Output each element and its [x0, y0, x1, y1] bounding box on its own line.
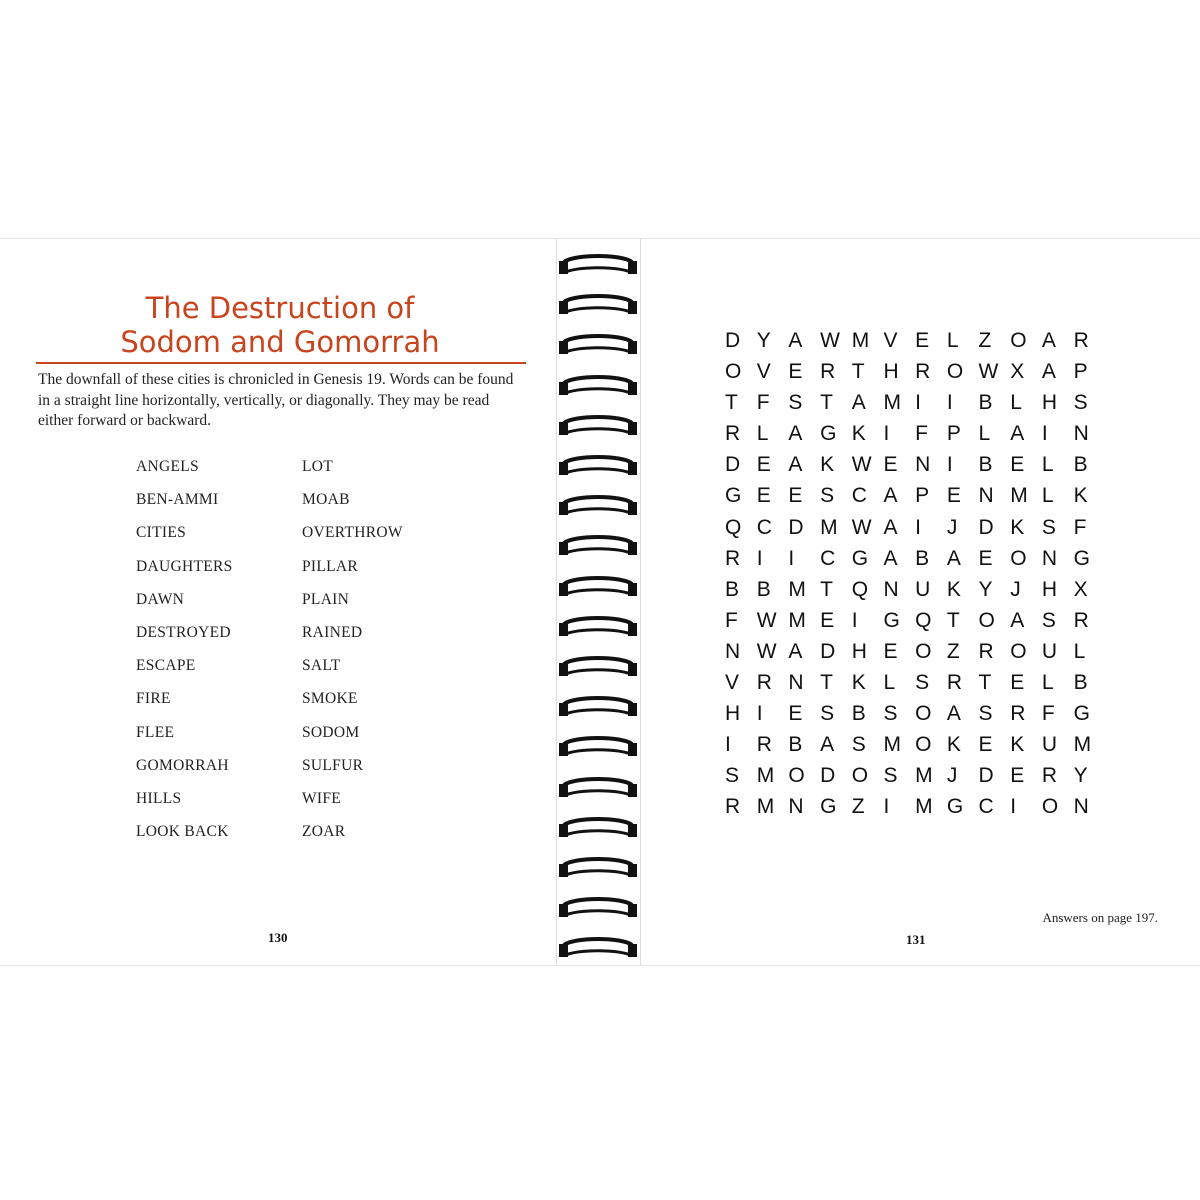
- grid-row: [725, 795, 1105, 826]
- spiral-coil: [556, 253, 640, 279]
- word-list-item: CITIES: [136, 524, 187, 542]
- grid-letter: O: [915, 702, 932, 726]
- grid-letter: A: [788, 453, 803, 477]
- word-list-item: PLAIN: [302, 590, 350, 608]
- grid-letter: G: [1073, 702, 1090, 726]
- grid-letter: V: [725, 671, 740, 695]
- grid-letter: L: [1041, 671, 1054, 695]
- grid-letter: G: [725, 484, 742, 508]
- grid-letter: I: [915, 391, 921, 415]
- grid-letter: B: [1073, 453, 1088, 477]
- grid-letter: S: [788, 391, 803, 415]
- grid-letter: G: [820, 422, 837, 446]
- grid-letter: G: [1073, 546, 1090, 570]
- grid-letter: R: [725, 546, 741, 570]
- grid-letter: W: [851, 515, 872, 539]
- grid-letter: L: [978, 422, 991, 446]
- grid-letter: M: [756, 764, 775, 788]
- grid-letter: O: [978, 608, 995, 632]
- book-spread: [0, 238, 1200, 966]
- grid-letter: R: [756, 671, 772, 695]
- grid-letter: O: [915, 733, 932, 757]
- spiral-coil: [556, 856, 640, 882]
- grid-row: [725, 516, 1105, 547]
- grid-letter: N: [883, 577, 899, 601]
- grid-letter: Z: [946, 639, 960, 663]
- grid-letter: H: [851, 639, 867, 663]
- spiral-coil: [556, 414, 640, 440]
- grid-letter: A: [788, 329, 803, 352]
- grid-letter: M: [820, 515, 838, 539]
- grid-row: [725, 733, 1105, 764]
- grid-letter: O: [788, 764, 805, 788]
- spiral-coil: [556, 575, 640, 601]
- page-number-left: 130: [268, 930, 288, 945]
- grid-letter: R: [820, 360, 836, 384]
- grid-letter: K: [1010, 515, 1025, 539]
- grid-letter: D: [820, 639, 836, 663]
- grid-letter: R: [915, 360, 931, 384]
- grid-letter: E: [1010, 671, 1025, 695]
- grid-letter: K: [1073, 484, 1088, 508]
- spiral-coil: [556, 816, 640, 842]
- grid-letter: H: [1041, 577, 1058, 601]
- grid-letter: X: [1010, 360, 1025, 384]
- grid-letter: D: [788, 515, 804, 539]
- grid-letter: E: [820, 608, 835, 632]
- grid-letter: A: [883, 515, 898, 539]
- grid-letter: Q: [915, 608, 932, 632]
- grid-row: [725, 484, 1105, 515]
- grid-letter: R: [1073, 608, 1089, 632]
- grid-letter: D: [820, 764, 836, 788]
- word-list-item: DESTROYED: [136, 623, 231, 641]
- grid-letter: L: [946, 329, 959, 352]
- word-list-item: MOAB: [302, 491, 350, 509]
- grid-row: [725, 391, 1105, 422]
- grid-letter: O: [725, 360, 742, 384]
- grid-letter: E: [1010, 453, 1025, 477]
- grid-letter: H: [883, 360, 899, 384]
- grid-letter: W: [820, 329, 840, 352]
- grid-row: [725, 453, 1105, 484]
- grid-letter: R: [1041, 764, 1058, 788]
- grid-letter: S: [851, 733, 866, 757]
- grid-letter: N: [1041, 546, 1058, 570]
- grid-letter: T: [820, 671, 833, 695]
- grid-letter: N: [1073, 795, 1089, 819]
- spiral-coil: [556, 534, 640, 560]
- word-list-item: ANGELS: [136, 458, 199, 475]
- grid-row: [725, 360, 1105, 391]
- spiral-binding: [556, 239, 640, 965]
- grid-letter: K: [820, 453, 835, 477]
- word-list-item: PILLAR: [302, 557, 359, 575]
- grid-letter: F: [1073, 515, 1087, 539]
- grid-letter: N: [1073, 422, 1089, 446]
- spiral-coil: [556, 695, 640, 721]
- grid-letter: A: [820, 733, 835, 757]
- grid-letter: B: [788, 733, 803, 757]
- grid-letter: B: [978, 453, 993, 477]
- word-list-item: BEN-AMMI: [136, 491, 219, 509]
- grid-letter: I: [946, 453, 953, 477]
- grid-letter: M: [756, 795, 775, 819]
- title-line-1: The Destruction of: [145, 291, 415, 325]
- word-list-item: HILLS: [136, 789, 182, 807]
- grid-letter: W: [756, 639, 777, 663]
- title-line-2: Sodom and Gomorrah: [120, 325, 440, 359]
- grid-letter: O: [1041, 795, 1059, 819]
- grid-letter: A: [883, 546, 898, 570]
- grid-letter: E: [978, 546, 993, 570]
- grid-letter: M: [1010, 484, 1028, 508]
- grid-letter: R: [725, 795, 741, 819]
- grid-letter: E: [1010, 764, 1025, 788]
- grid-letter: J: [1010, 577, 1021, 601]
- grid-row: [725, 609, 1105, 640]
- grid-letter: E: [915, 329, 930, 352]
- word-list-item: LOOK BACK: [136, 823, 229, 841]
- spiral-coil: [556, 735, 640, 761]
- grid-letter: D: [725, 453, 741, 477]
- grid-letter: A: [883, 484, 898, 508]
- grid-letter: G: [946, 795, 964, 819]
- grid-letter: L: [756, 422, 769, 446]
- grid-letter: D: [725, 329, 741, 352]
- page-number-right: 131: [906, 932, 926, 947]
- grid-letter: D: [978, 764, 994, 788]
- grid-letter: W: [756, 608, 777, 632]
- grid-letter: S: [978, 702, 993, 726]
- grid-letter: T: [725, 391, 738, 415]
- grid-letter: F: [756, 391, 770, 415]
- grid-letter: E: [756, 484, 771, 508]
- grid-letter: F: [725, 608, 738, 632]
- grid-row: [725, 547, 1105, 578]
- word-list-item: GOMORRAH: [136, 756, 229, 774]
- grid-letter: A: [788, 422, 803, 446]
- grid-letter: Z: [851, 795, 865, 819]
- grid-letter: M: [1073, 733, 1092, 757]
- grid-letter: R: [725, 422, 741, 446]
- grid-letter: S: [883, 764, 898, 788]
- grid-letter: S: [915, 671, 930, 695]
- grid-letter: S: [1073, 391, 1088, 415]
- grid-letter: L: [883, 671, 896, 695]
- grid-letter: J: [946, 764, 958, 788]
- grid-letter: E: [788, 702, 803, 726]
- grid-letter: M: [883, 733, 901, 757]
- word-list-item: SODOM: [302, 723, 360, 741]
- grid-letter: K: [851, 422, 866, 446]
- grid-letter: O: [1010, 329, 1027, 352]
- grid-letter: E: [788, 360, 803, 384]
- word-list-item: DAWN: [136, 590, 185, 608]
- grid-letter: E: [946, 484, 961, 508]
- grid-letter: M: [915, 764, 933, 788]
- grid-letter: I: [1041, 422, 1048, 446]
- grid-letter: N: [915, 453, 931, 477]
- grid-letter: T: [978, 671, 992, 695]
- grid-letter: S: [883, 702, 898, 726]
- grid-letter: F: [915, 422, 928, 446]
- grid-letter: M: [788, 608, 806, 632]
- grid-letter: C: [851, 484, 867, 508]
- grid-letter: S: [1041, 515, 1056, 539]
- word-list-item: LOT: [302, 458, 334, 475]
- grid-letter: E: [883, 639, 898, 663]
- grid-letter: J: [946, 515, 958, 539]
- grid-letter: W: [851, 453, 872, 477]
- grid-letter: N: [978, 484, 994, 508]
- grid-letter: K: [1010, 733, 1025, 757]
- grid-letter: O: [1010, 546, 1027, 570]
- grid-letter: V: [883, 329, 898, 352]
- grid-letter: I: [1010, 795, 1017, 819]
- grid-letter: A: [1010, 422, 1025, 446]
- grid-letter: U: [915, 577, 931, 601]
- word-list-item: FLEE: [136, 723, 175, 741]
- grid-letter: R: [1010, 702, 1026, 726]
- grid-letter: E: [788, 484, 803, 508]
- grid-letter: K: [946, 733, 961, 757]
- word-list-item: ESCAPE: [136, 657, 196, 675]
- grid-letter: G: [820, 795, 837, 819]
- grid-letter: B: [851, 702, 866, 726]
- word-list-item: SALT: [302, 657, 341, 675]
- grid-letter: M: [883, 391, 901, 415]
- grid-letter: B: [978, 391, 993, 415]
- word-list-column-1: [136, 457, 233, 855]
- grid-letter: G: [883, 608, 900, 632]
- grid-letter: M: [851, 329, 870, 352]
- grid-letter: M: [915, 795, 933, 819]
- grid-letter: A: [1041, 329, 1056, 352]
- grid-letter: G: [851, 546, 869, 570]
- grid-letter: Y: [1073, 764, 1088, 788]
- word-list-item: SMOKE: [302, 690, 358, 708]
- grid-letter: K: [946, 577, 961, 601]
- grid-letter: T: [820, 577, 833, 601]
- grid-letter: S: [820, 484, 835, 508]
- grid-letter: R: [1073, 329, 1089, 352]
- grid-letter: H: [1041, 391, 1058, 415]
- grid-letter: L: [1041, 484, 1054, 508]
- grid-letter: R: [978, 639, 994, 663]
- grid-letter: C: [820, 546, 836, 570]
- grid-letter: I: [756, 546, 763, 570]
- grid-letter: I: [851, 608, 858, 632]
- spiral-coil: [556, 896, 640, 922]
- grid-letter: B: [756, 577, 771, 601]
- grid-letter: W: [978, 360, 999, 384]
- spiral-coil: [556, 615, 640, 641]
- grid-letter: A: [788, 639, 803, 663]
- grid-letter: Q: [725, 515, 742, 539]
- grid-letter: O: [946, 360, 964, 384]
- grid-letter: U: [1041, 639, 1058, 663]
- grid-letter: A: [1041, 360, 1056, 384]
- word-list-item: ZOAR: [302, 823, 346, 841]
- grid-letter: M: [788, 577, 806, 601]
- spiral-coil: [556, 293, 640, 319]
- grid-letter: L: [1010, 391, 1022, 415]
- grid-letter: O: [915, 639, 932, 663]
- grid-letter: N: [788, 671, 804, 695]
- spiral-coil: [556, 374, 640, 400]
- word-list-item: DAUGHTERS: [136, 557, 233, 575]
- grid-letter: Z: [978, 329, 992, 352]
- answers-note: Answers on page 197.: [1042, 910, 1158, 925]
- grid-letter: U: [1041, 733, 1058, 757]
- grid-letter: R: [946, 671, 962, 695]
- grid-row: [725, 702, 1105, 733]
- word-list-item: OVERTHROW: [302, 524, 403, 542]
- grid-letter: R: [756, 733, 772, 757]
- grid-letter: F: [1041, 702, 1055, 726]
- spiral-coil: [556, 776, 640, 802]
- word-list-column-2: [302, 457, 403, 855]
- word-list-item: SULFUR: [302, 756, 364, 774]
- grid-letter: I: [725, 733, 731, 757]
- grid-letter: I: [883, 795, 890, 819]
- grid-letter: B: [915, 546, 930, 570]
- grid-letter: S: [725, 764, 740, 788]
- grid-letter: P: [1073, 360, 1088, 384]
- grid-letter: I: [788, 546, 795, 570]
- grid-letter: I: [946, 391, 953, 415]
- intro-text: The downfall of these cities is chronicled in Genesis 19. Words can be found in a straight line horizontally, vertically, or diagonally. They may be read either forward or backward.: [38, 371, 514, 429]
- grid-letter: I: [883, 422, 890, 446]
- grid-row: [725, 578, 1105, 609]
- grid-letter: C: [756, 515, 772, 539]
- grid-row: [725, 329, 1105, 360]
- grid-letter: N: [788, 795, 804, 819]
- grid-letter: P: [946, 422, 961, 446]
- spiral-coil: [556, 936, 640, 962]
- grid-letter: T: [946, 608, 960, 632]
- grid-letter: T: [820, 391, 833, 415]
- grid-row: [725, 764, 1105, 795]
- grid-letter: V: [756, 360, 771, 384]
- grid-letter: A: [851, 391, 866, 415]
- grid-letter: A: [1010, 608, 1025, 632]
- grid-letter: I: [756, 702, 763, 726]
- title-divider: [36, 362, 526, 364]
- grid-letter: D: [978, 515, 994, 539]
- grid-letter: C: [978, 795, 994, 819]
- word-search-grid: [725, 329, 1105, 827]
- grid-letter: A: [946, 546, 961, 570]
- grid-letter: A: [946, 702, 961, 726]
- grid-letter: O: [851, 764, 869, 788]
- spiral-coil: [556, 454, 640, 480]
- grid-letter: L: [1073, 639, 1086, 663]
- spiral-coil: [556, 655, 640, 681]
- grid-letter: B: [725, 577, 740, 601]
- grid-letter: S: [1041, 608, 1056, 632]
- grid-letter: O: [1010, 639, 1027, 663]
- puzzle-title: [30, 291, 530, 359]
- spiral-coil: [556, 494, 640, 520]
- grid-letter: K: [851, 671, 866, 695]
- grid-letter: Y: [978, 577, 993, 601]
- grid-letter: E: [883, 453, 898, 477]
- grid-letter: E: [978, 733, 993, 757]
- grid-letter: B: [1073, 671, 1088, 695]
- right-page: [640, 239, 1200, 965]
- grid-letter: S: [820, 702, 835, 726]
- grid-letter: Q: [851, 577, 869, 601]
- word-list-item: RAINED: [302, 623, 363, 641]
- grid-letter: T: [851, 360, 865, 384]
- grid-letter: I: [915, 515, 921, 539]
- grid-letter: E: [756, 453, 771, 477]
- grid-letter: X: [1073, 577, 1088, 601]
- grid-letter: L: [1041, 453, 1054, 477]
- grid-letter: H: [725, 702, 741, 726]
- word-list-item: WIFE: [302, 789, 342, 807]
- spiral-coil: [556, 333, 640, 359]
- grid-row: [725, 640, 1105, 671]
- grid-letter: N: [725, 639, 741, 663]
- word-list-item: FIRE: [136, 690, 171, 708]
- left-page: [0, 239, 555, 965]
- grid-letter: Y: [756, 329, 771, 352]
- grid-letter: P: [915, 484, 930, 508]
- grid-row: [725, 671, 1105, 702]
- grid-row: [725, 422, 1105, 453]
